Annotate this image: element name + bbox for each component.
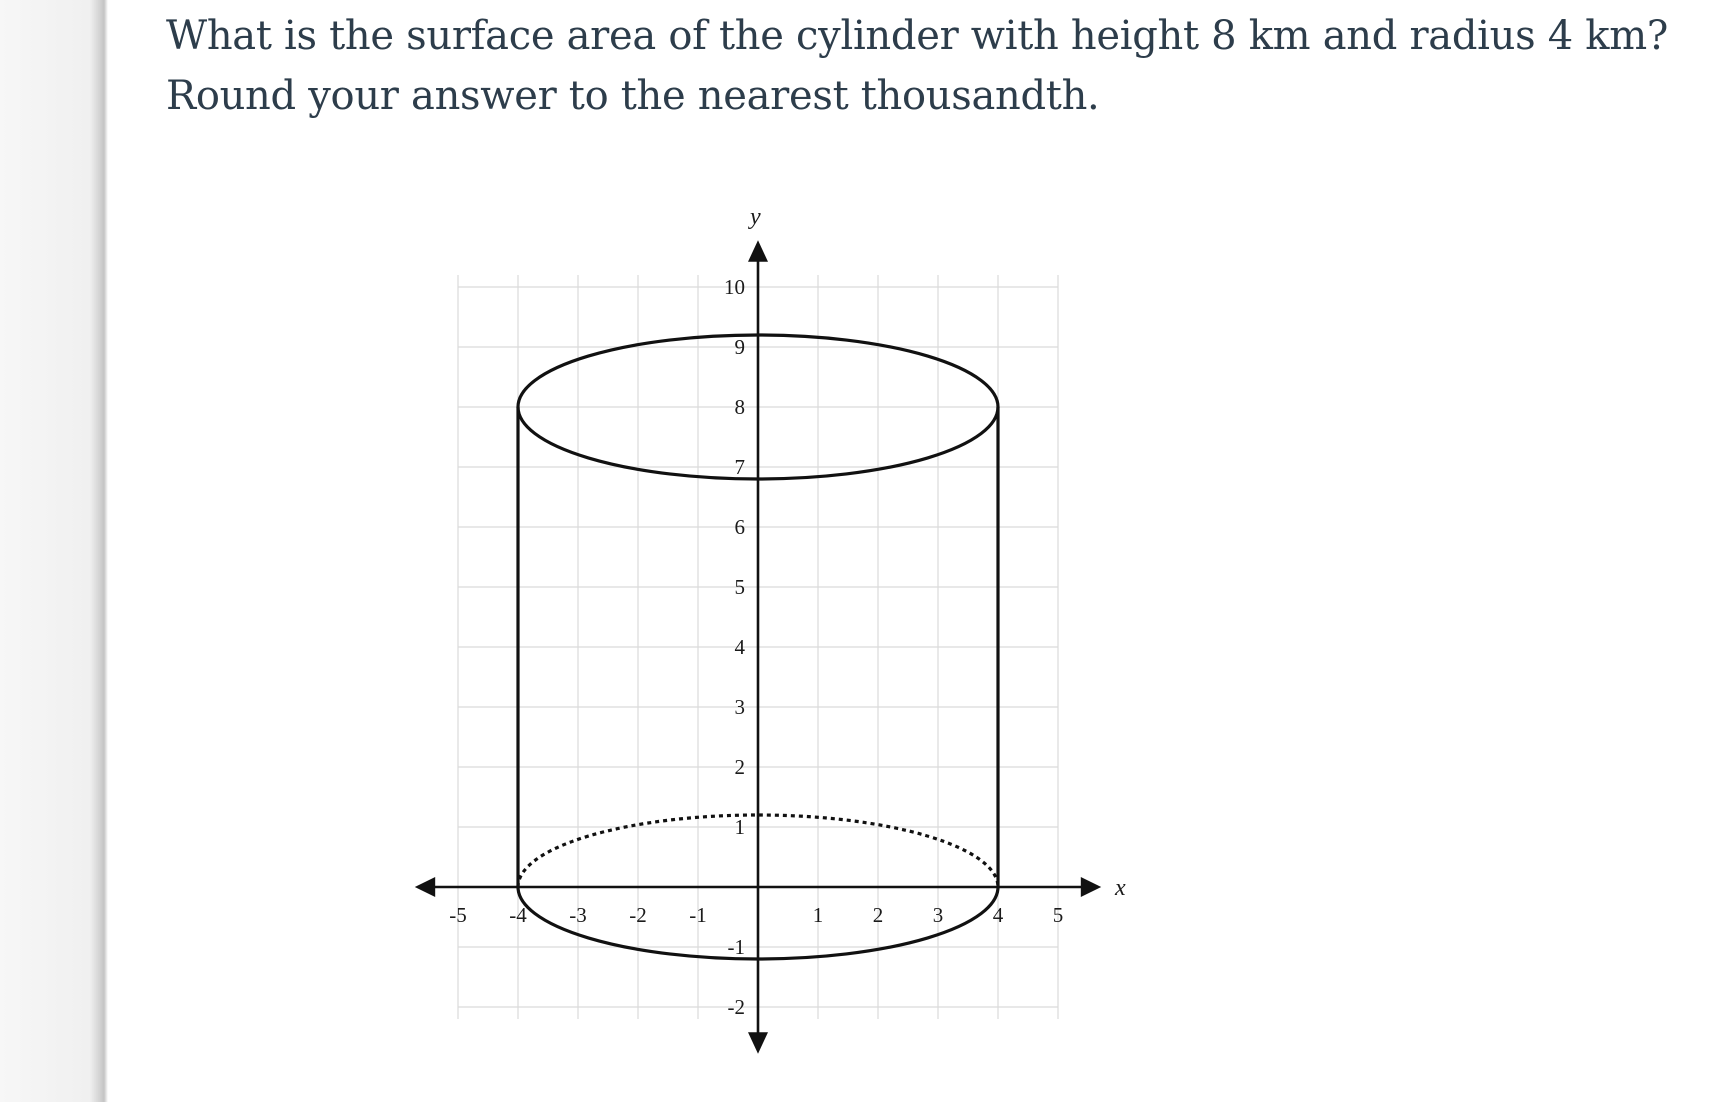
y-tick-label: -1 bbox=[727, 935, 745, 959]
x-axis-label: x bbox=[1115, 875, 1126, 901]
question-text: What is the surface area of the cylinder with height 8 km and radius 4 km? Round your answer to the nearest thousandth. bbox=[166, 13, 1669, 119]
x-axis-arrow-right bbox=[1081, 877, 1101, 897]
y-tick-label: 7 bbox=[734, 455, 745, 479]
y-tick-label: 8 bbox=[734, 395, 745, 419]
x-tick-label: -2 bbox=[629, 903, 647, 927]
x-tick-label: 2 bbox=[872, 903, 884, 927]
y-tick-label: 4 bbox=[734, 635, 745, 659]
x-axis-arrow-left bbox=[415, 877, 435, 897]
x-tick-label: -3 bbox=[569, 903, 587, 927]
x-tick-label: 5 bbox=[1052, 903, 1064, 927]
y-tick-label: 9 bbox=[734, 335, 745, 359]
y-axis-arrow-up bbox=[748, 240, 768, 262]
x-tick-label: -4 bbox=[509, 903, 527, 927]
y-axis-label: y bbox=[750, 204, 761, 230]
x-tick-label: -1 bbox=[689, 903, 707, 927]
x-tick-label: 3 bbox=[932, 903, 944, 927]
y-tick-label: -2 bbox=[727, 995, 745, 1019]
y-tick-label: 3 bbox=[734, 695, 745, 719]
y-tick-label: 10 bbox=[724, 275, 745, 299]
x-tick-label: -5 bbox=[449, 903, 467, 927]
x-tick-label: 1 bbox=[812, 903, 824, 927]
x-tick-label: 4 bbox=[992, 903, 1004, 927]
y-tick-label: 5 bbox=[734, 575, 745, 599]
y-tick-label: 6 bbox=[734, 515, 745, 539]
y-axis-arrow-down bbox=[748, 1032, 768, 1054]
y-tick-label: 2 bbox=[734, 755, 745, 779]
y-tick-label: 1 bbox=[734, 815, 745, 839]
